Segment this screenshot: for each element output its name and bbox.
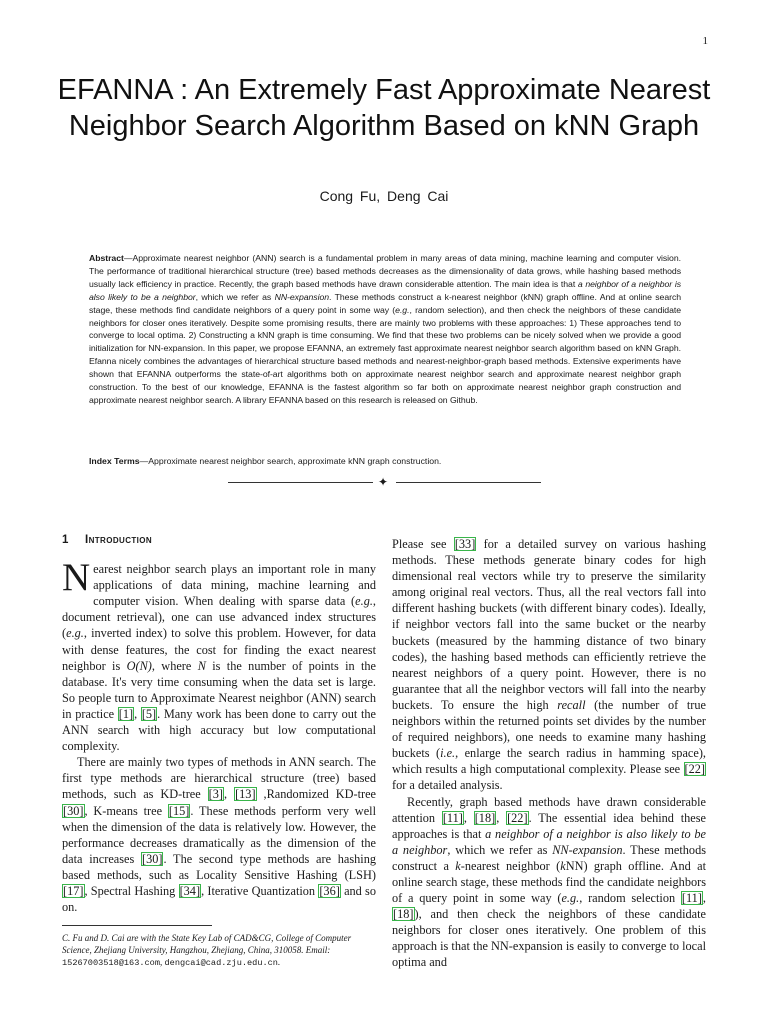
separator-line-right [396, 482, 541, 483]
page-number: 1 [702, 35, 708, 47]
paragraph [62, 754, 376, 915]
citation-link[interactable]: [17] [63, 883, 84, 898]
text-run: , Iterative Quantization [201, 883, 319, 898]
text-run: for a detailed analysis. [392, 778, 503, 793]
separator-diamond-icon: ✦ [378, 475, 389, 489]
dropcap: N [62, 556, 91, 600]
section-title: Introduction [85, 534, 153, 546]
text-run: , [224, 787, 235, 802]
paragraph [62, 556, 377, 754]
index-terms-text: Approximate nearest neighbor search, approximate kNN graph construction. [148, 456, 442, 466]
text-run: , where [151, 658, 198, 673]
left-column [62, 532, 376, 915]
citation-link[interactable]: [30] [63, 803, 84, 818]
section-number: 1 [62, 534, 69, 546]
citation-link[interactable]: [36] [319, 883, 340, 898]
text-run: for a detailed survey on various hashing methods. These methods generate binary codes for high dimensional real vectors while try to preserve the similarity among original real vectors. Thus, all the real vectors fall into different hashing buckets (with different binary codes). Ideally, if neighbor vectors fall into the same bucket or the nearby buckets (measured by the hamming distance of two binary codes), the hashing based methods can efficiently retrieve the nearest neighbors of a query point. However, there is no guarantee that all the neighbor vectors will fall into the nearby buckets. To ensure the high [392, 537, 706, 712]
text-run: -nearest neighbor ( [460, 858, 561, 873]
email-link[interactable]: dengcai@cad.zju.edu.cn [164, 958, 278, 968]
citation-link[interactable]: [30] [141, 851, 163, 866]
footnote-text: C. Fu and D. Cai are with the State Key Lab of CAD&CG, College of Computer Science, Zhejiang University, Hangzhou, Zhejiang, China, 310058. Email: [62, 933, 352, 955]
abstract-text: , random selection), and then check the neighbors of these candidate neighbors for closer ones iteratively. Despite some promising results, there are mainly two problems with these approaches: 1) These approaches tend to converge to local optima. 2) Constructing a kNN graph is time consuming. We find that these two problems can be nicely solved when we provide a good initialization for NN-expansion. In this paper, we propose EFANNA, an extremely fast approximate nearest neighbor search algorithm based on kNN Graph. Efanna nicely combines the advantages of hierarchical structure based methods and nearest-neighbor-graph based methods. Extensive experiments have shown that EFANNA outperforms the state-of-art algorithms both on approximate nearest neighbor search and approximate nearest neighbor graph construction. To the best of our knowledge, EFANNA is the fastest algorithm so far both on approximate nearest neighbor graph construction and approximate nearest neighbor search. A library EFANNA based on this research is released on Github. [89, 304, 681, 405]
text-run: Recently, graph based methods have drawn considerable attention [392, 794, 706, 825]
citation-link[interactable]: [3] [208, 787, 224, 802]
citation-link[interactable]: [18] [393, 907, 414, 922]
text-run: (the number of true neighbors within the returned points set divides by the number of required neighbors), one needs to examine many hashing buckets ( [392, 697, 706, 761]
text-run: , which we refer as [447, 842, 553, 857]
text-run: and so on. [62, 883, 376, 915]
citation-link[interactable]: [22] [507, 810, 528, 825]
math-inline: N [197, 658, 206, 673]
text-run: earest neighbor search plays an important role in many applications of data mining, machine learning and computer vision. When dealing with sparse data ( [93, 562, 376, 609]
text-run: There are mainly two types of methods in ANN search. The first type methods are hierarchical structure (tree) based methods, such as KD-tree [62, 755, 376, 802]
footnote-text: . [277, 957, 281, 967]
citation-link[interactable]: [18] [474, 810, 496, 825]
text-run: , [463, 810, 474, 825]
citation-link[interactable]: [11] [681, 891, 702, 906]
text-run: ), and then check the neighbors of these candidate neighbors for closer ones iteratively. One problem of this approach is that the NN-expansion is easily to converge to local optima and [392, 907, 706, 970]
text-run: , K-means tree [84, 803, 168, 818]
right-column [392, 536, 706, 971]
math-inline: O(N) [126, 658, 152, 673]
text-run: . The essential idea behind these approaches is that [392, 810, 706, 841]
citation-link[interactable]: [22] [684, 762, 705, 777]
citation-link[interactable]: [15] [168, 803, 190, 818]
abstract-label: Abstract [89, 253, 124, 263]
abstract-text: , which we refer as [195, 291, 275, 302]
footnote-rule [62, 925, 212, 926]
text-run: e.g. [561, 891, 580, 906]
section-heading [62, 532, 376, 548]
paragraph [392, 794, 706, 971]
text-run: , inverted index) to solve this problem. However, for data with dense features, the cost for finding the exact nearest neighbor is [62, 626, 376, 673]
text-run: e.g. [355, 594, 373, 609]
text-run: is the number of points in the database. It's very time consuming when the data set is large. So people turn to Approximate Nearest neighbor (ANN) search in practice [62, 658, 377, 721]
index-terms-label: Index Terms [89, 456, 140, 466]
text-run: e.g. [66, 626, 84, 641]
paper-title: EFANNA : An Extremely Fast Approximate Nearest Neighbor Search Algorithm Based on kNN Graph [57, 74, 711, 142]
text-run: , document retrieval), one can use advanced index structures ( [62, 594, 376, 641]
abstract-emphasis: a neighbor of a neighbor is also likely to be a neighbor [89, 278, 681, 302]
index-terms [89, 455, 681, 468]
citation-link[interactable]: [1] [118, 706, 134, 721]
text-run: NN) graph offline. And at online search stage, these methods find the candidate neighbors of a query point in some way ( [392, 858, 707, 906]
index-terms-dash: — [139, 456, 149, 466]
text-run: a neighbor of a neighbor is also likely to be a neighbor [392, 826, 706, 857]
abstract [89, 252, 681, 407]
text-run: . These methods construct a [392, 842, 707, 873]
abstract-emphasis: NN-expansion [274, 291, 330, 302]
math-inline: k [560, 858, 566, 873]
text-run: i.e. [440, 746, 456, 761]
text-run: NN-expansion [552, 842, 623, 857]
section-separator [0, 474, 768, 490]
text-run: . The second type methods are hashing based methods, such as Locality Sensitive Hashing (LSH) [62, 851, 376, 882]
email-link[interactable]: 15267003518@163.com [62, 958, 160, 968]
footnote [62, 932, 376, 969]
citation-link[interactable]: [33] [454, 537, 476, 551]
text-run: , enlarge the search radius in hamming space), which results a high computational complexity. Please see [392, 746, 706, 777]
citation-link[interactable]: [13] [235, 787, 256, 802]
text-run: , [496, 810, 507, 825]
text-run: ,Randomized KD-tree [256, 787, 376, 802]
text-run: , [702, 891, 706, 906]
footnote-text: , [160, 957, 165, 967]
citation-link[interactable]: [5] [141, 706, 157, 721]
citation-link[interactable]: [34] [179, 883, 201, 898]
paragraph [392, 536, 706, 794]
abstract-dash: — [123, 253, 133, 263]
text-run: recall [557, 697, 586, 712]
text-run: , [134, 706, 141, 721]
text-run: , random selection [579, 891, 681, 906]
separator-line-left [228, 482, 373, 483]
paper-authors: Cong Fu, Deng Cai [319, 188, 449, 204]
text-run: , Spectral Hashing [84, 883, 179, 898]
math-inline: k [455, 858, 461, 873]
text-run: Please see [392, 537, 454, 551]
text-run: . Many work has been done to carry out the ANN search with high accuracy but low computational complexity. [62, 706, 376, 754]
abstract-text: Approximate nearest neighbor (ANN) search is a fundamental problem in many areas of data mining, machine learning and computer vision. The performance of traditional hierarchical structure (tree) based methods decreases as the dimensionality of data grows, while hashing based methods usually lack efficiency in practice. Recently, the graph based methods have drawn considerable attention. The main idea is that [89, 253, 681, 289]
citation-link[interactable]: [11] [442, 810, 463, 825]
abstract-text: . These methods construct a k-nearest neighbor (kNN) graph offline. And at online search stage, these methods find candidate neighbors of a query point in some way ( [89, 291, 682, 315]
text-run: . These methods perform very well when the dimension of the data is relatively low. However, the performance decreases dramatically as the dimension of the data increases [62, 803, 376, 866]
abstract-emphasis: e.g. [395, 304, 410, 315]
